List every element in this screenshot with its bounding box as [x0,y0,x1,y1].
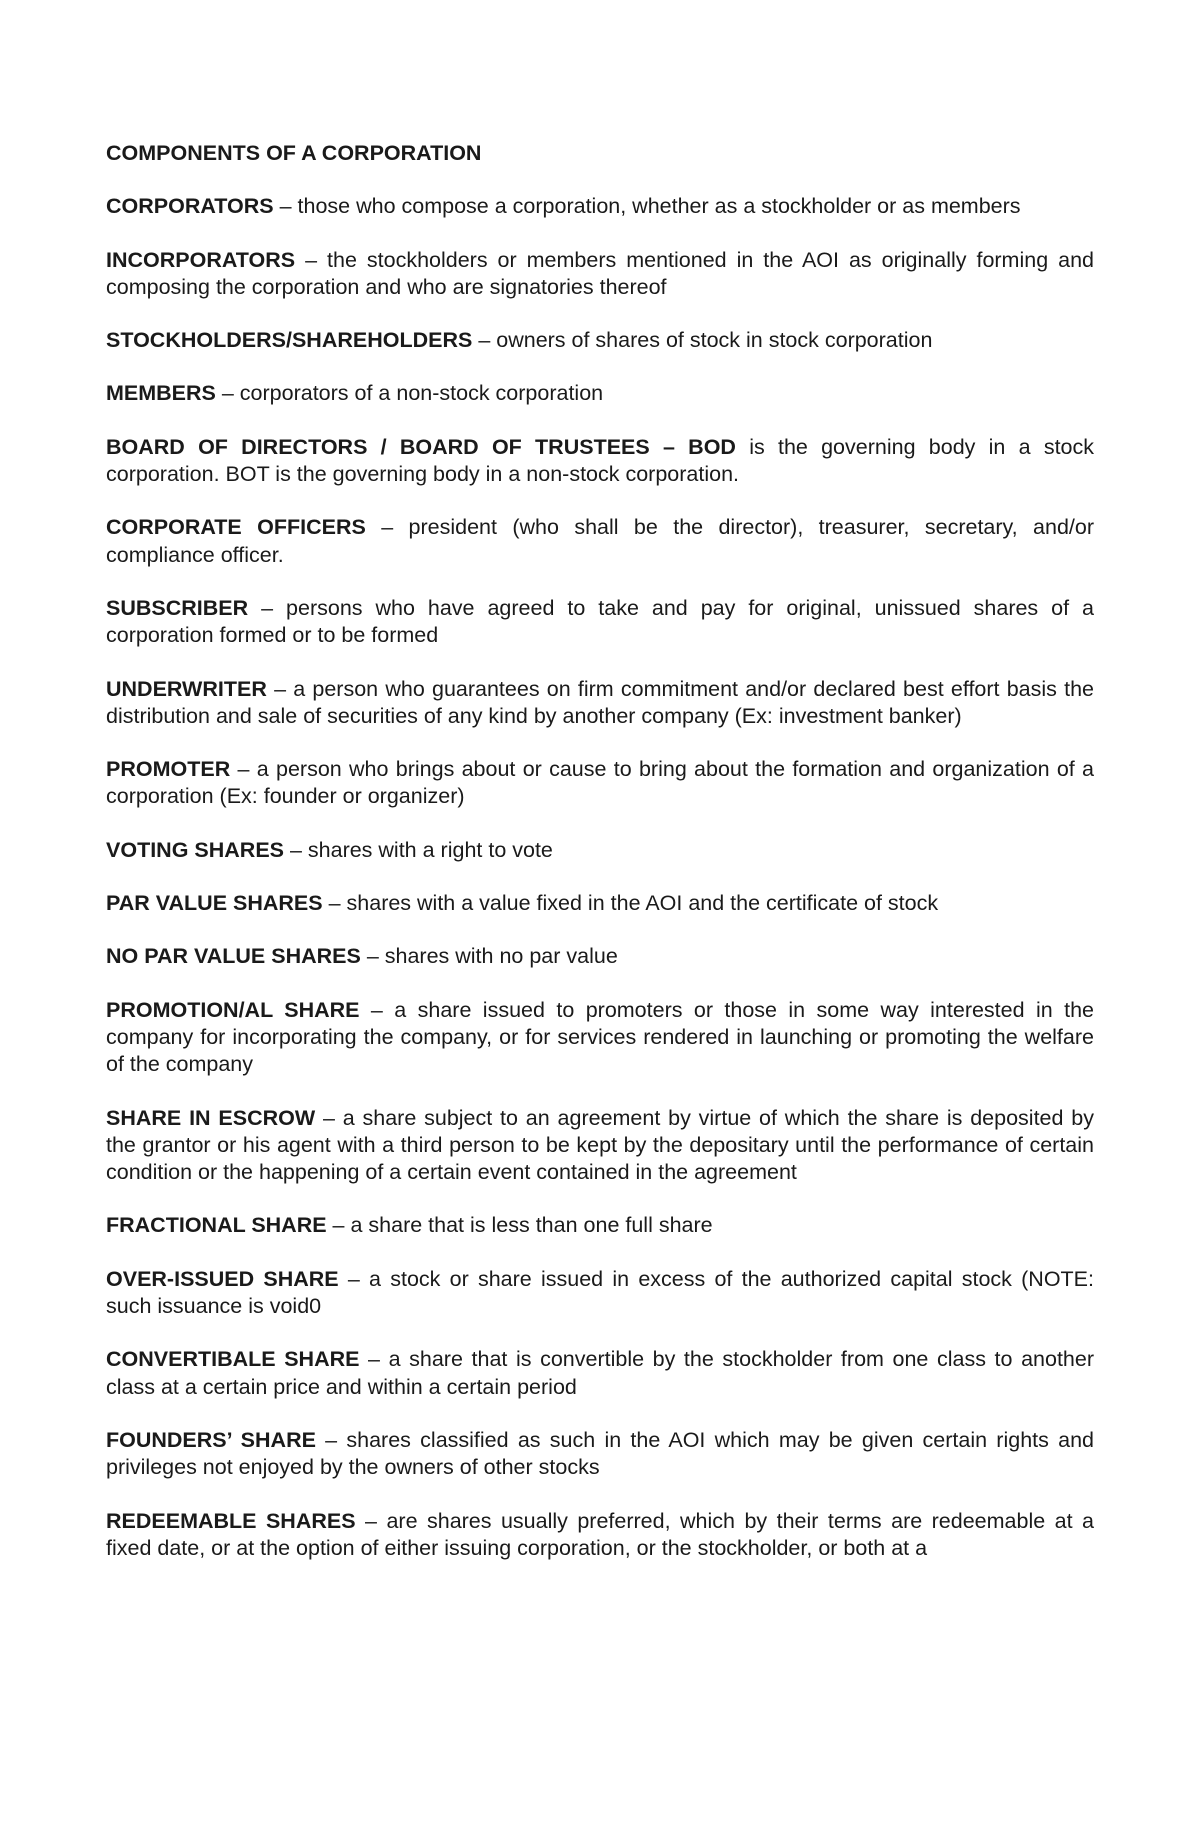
entry-definition: – a share that is less than one full share [326,1213,713,1238]
entry-definition: – president (who shall be the director), treasurer, secretary, and/or compliance officer. [106,515,1094,567]
entry-term: INCORPORATORS [106,247,296,272]
entry-term: NO PAR VALUE SHARES [106,944,361,969]
entry-definition: is the governing body in a stock corporation. BOT is the governing body in a non-stock corporation. [106,434,1095,487]
document-title: COMPONENTS OF A CORPORATION [106,141,482,165]
entry-definition: – those who compose a corporation, whether as a stockholder or as members [273,194,1021,219]
entry-term: PAR VALUE SHARES [106,891,323,916]
entry-definition: – a person who brings about or cause to bring about the formation and organization of a corporation (Ex: founder or organizer) [106,757,1094,809]
entry-term: BOARD OF DIRECTORS / BOARD OF TRUSTEES – BOD [106,434,736,459]
entry-term: SHARE IN ESCROW [106,1105,316,1130]
entry-term: STOCKHOLDERS/SHAREHOLDERS [106,328,473,353]
definition-entry [106,327,1094,354]
entry-definition: – a share subject to an agreement by virtue of which the share is deposited by the grantor or his agent with a third person to be kept by the depositary until the performance of certain condition or the happening of a certain event contained in the agreement [106,1105,1094,1185]
entry-term: CORPORATE OFFICERS [106,515,366,540]
entry-term: FRACTIONAL SHARE [106,1213,327,1238]
entry-definition: – shares classified as such in the AOI which may be given certain rights and privileges not enjoyed by the owners of other stocks [106,1427,1094,1480]
entry-term: SUBSCRIBER [106,595,249,620]
entry-definition: – a share issued to promoters or those in some way interested in the company for incorporating the company, or for services rendered in launching or promoting the welfare of the company [106,997,1095,1077]
entry-term: CONVERTIBALE SHARE [106,1347,360,1372]
definition-entry [106,837,1094,864]
entry-definition: – a share that is convertible by the stockholder from one class to another class at a certain price and within a certain period [106,1347,1094,1399]
entry-term: CORPORATORS [106,194,274,219]
entry-definition: – persons who have agreed to take and pay for original, unissued shares of a corporation formed or to be formed [106,595,1094,648]
definition-entry [106,193,1094,220]
document-page [106,140,1094,1562]
entry-term: REDEEMABLE SHARES [106,1508,356,1533]
entry-definition: – owners of shares of stock in stock corporation [472,328,933,353]
entry-term: OVER-ISSUED SHARE [106,1266,339,1291]
entry-term: UNDERWRITER [106,676,267,701]
entry-definition: – a stock or share issued in excess of the authorized capital stock (NOTE: such issuance is void0 [106,1266,1094,1319]
definition-entry [106,997,1094,1079]
definition-entry [106,1212,1094,1239]
definition-entry [106,1427,1094,1482]
entry-term: VOTING SHARES [106,837,284,862]
definition-entry [106,676,1094,731]
entry-definition: – a person who guarantees on firm commitment and/or declared best effort basis the distribution and sale of securities of any kind by another company (Ex: investment banker) [106,676,1094,728]
definition-entry [106,890,1094,917]
entry-definition: – shares with a value fixed in the AOI and the certificate of stock [322,891,939,916]
entry-term: FOUNDERS’ SHARE [106,1427,316,1452]
definition-entry [106,514,1094,569]
entry-definition: – shares with no par value [360,944,618,969]
entry-term: PROMOTION/AL SHARE [106,997,360,1022]
definition-entry [106,756,1094,811]
definition-entry [106,595,1094,650]
entry-definition: – the stockholders or members mentioned in the AOI as originally forming and composing the corporation and who are signatories thereof [106,247,1094,299]
definition-entry [106,434,1094,489]
definition-entry [106,1346,1094,1401]
definition-entry [106,1266,1094,1321]
definition-entry [106,380,1094,407]
definition-entry [106,1105,1094,1187]
entry-term: PROMOTER [106,757,231,782]
definition-entry [106,1508,1094,1563]
definition-entry [106,943,1094,970]
entry-definition: – are shares usually preferred, which by their terms are redeemable at a fixed date, or at the option of either issuing corporation, or the stockholder, or both at a [106,1508,1094,1560]
entry-definition: – corporators of a non-stock corporation [215,381,604,406]
entry-term: MEMBERS [106,381,216,406]
definition-entry [106,247,1094,302]
entry-definition: – shares with a right to vote [284,837,553,862]
